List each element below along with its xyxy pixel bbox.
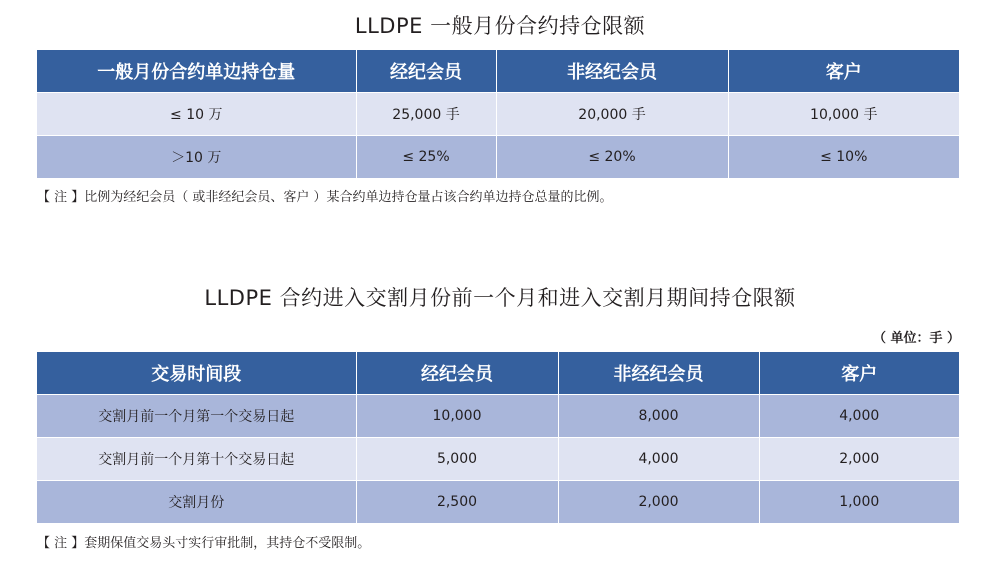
- table-cell: ≤ 10 万: [37, 93, 356, 136]
- table-header-row: [37, 50, 959, 93]
- unit-label: （ 单位：手 ）: [872, 331, 960, 346]
- delivery-month-position-limit-table: [37, 352, 959, 524]
- table-cell: 2,000: [558, 481, 759, 524]
- column-header: 经纪会员: [356, 352, 558, 395]
- column-header: 一般月份合约单边持仓量: [37, 50, 356, 93]
- table-row: [37, 395, 959, 438]
- table-cell: ＞10 万: [37, 136, 356, 179]
- table-cell: 25,000 手: [356, 93, 496, 136]
- table-cell: ≤ 20%: [496, 136, 728, 179]
- column-header: 交易时间段: [37, 352, 356, 395]
- table1-note: 【 注 】比例为经纪会员（ 或非经纪会员、客户 ）某合约单边持仓量占该合约单边持仓总量的比例。: [37, 190, 613, 205]
- table-cell: 10,000 手: [728, 93, 959, 136]
- table-cell: 1,000: [759, 481, 959, 524]
- table-cell: ≤ 25%: [356, 136, 496, 179]
- table-row: [37, 136, 959, 179]
- table-cell: 4,000: [558, 438, 759, 481]
- column-header: 非经纪会员: [558, 352, 759, 395]
- table-header-row: [37, 352, 959, 395]
- column-header: 非经纪会员: [496, 50, 728, 93]
- table-cell: 10,000: [356, 395, 558, 438]
- table-cell: 20,000 手: [496, 93, 728, 136]
- table1-title: LLDPE 一般月份合约持仓限额: [354, 14, 646, 38]
- table-cell: 5,000: [356, 438, 558, 481]
- table-cell: 4,000: [759, 395, 959, 438]
- table2-note: 【 注 】套期保值交易头寸实行审批制，其持仓不受限制。: [37, 536, 371, 551]
- column-header: 客户: [728, 50, 959, 93]
- general-month-position-limit-table: [37, 50, 959, 179]
- table-cell: 2,000: [759, 438, 959, 481]
- table-cell: 交割月前一个月第一个交易日起: [37, 395, 356, 438]
- table-cell: ≤ 10%: [728, 136, 959, 179]
- table-row: [37, 481, 959, 524]
- table-cell: 交割月份: [37, 481, 356, 524]
- table-row: [37, 93, 959, 136]
- table-cell: 2,500: [356, 481, 558, 524]
- table2-title: LLDPE 合约进入交割月份前一个月和进入交割月期间持仓限额: [204, 286, 796, 310]
- table-cell: 8,000: [558, 395, 759, 438]
- column-header: 客户: [759, 352, 959, 395]
- table-cell: 交割月前一个月第十个交易日起: [37, 438, 356, 481]
- column-header: 经纪会员: [356, 50, 496, 93]
- table-row: [37, 438, 959, 481]
